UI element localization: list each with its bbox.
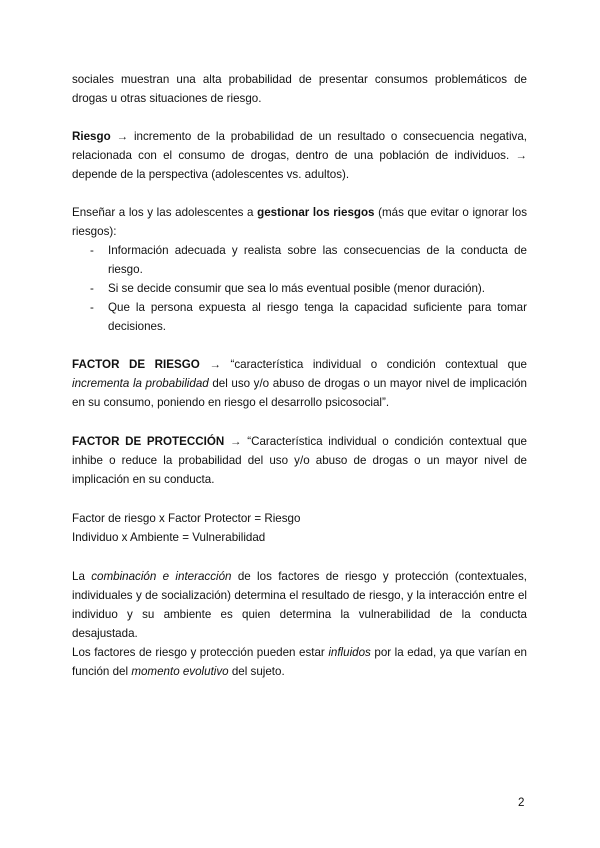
- list-item: [72, 298, 527, 336]
- paragraph-gestionar: [72, 203, 527, 241]
- dash-bullet: -: [90, 301, 94, 314]
- paragraph-factor-proteccion: [72, 432, 527, 489]
- arrow-icon: →: [224, 435, 248, 448]
- formula-riesgo: [72, 509, 527, 528]
- list-item: [72, 279, 527, 298]
- formula-riesgo-text: Factor de riesgo x Factor Protector = Riesgo: [72, 512, 301, 525]
- paragraph-riesgo-text: incremento de la probabilidad de un resultado o consecuencia negativa, relacionada con el consumo de drogas, dentro de una población de individuos. → depende de la perspectiva (adolescentes vs. adultos).: [72, 130, 527, 181]
- dash-bullet: -: [90, 282, 94, 295]
- recommendations-list: [72, 241, 527, 336]
- formula-vulnerabilidad-text: Individuo x Ambiente = Vulnerabilidad: [72, 531, 266, 544]
- term-factor-proteccion: FACTOR DE PROTECCIÓN: [72, 435, 225, 448]
- page-number: 2: [518, 796, 525, 809]
- paragraph-gestionar-pre: Enseñar a los y las adolescentes a: [72, 206, 258, 219]
- dash-bullet: -: [90, 244, 94, 257]
- paragraph-edad: [72, 643, 527, 681]
- paragraph-edad-post: del sujeto.: [228, 665, 285, 678]
- arrow-icon: →: [110, 130, 134, 143]
- paragraph-intro-text: sociales muestran una alta probabilidad de presentar consumos problemáticos de drogas u otras situaciones de riesgo.: [72, 73, 527, 105]
- list-item: [72, 241, 527, 279]
- paragraph-combinacion-pre: La: [72, 570, 92, 583]
- paragraph-factor-proteccion-text: “Característica individual o condición contextual que inhibe o reduce la probabilidad del uso y/o abuso de drogas o un mayor nivel de implicación en su conducta.: [72, 435, 528, 486]
- arrow-icon: →: [199, 358, 231, 371]
- paragraph-gestionar-post: (más que evitar o ignorar los riesgos):: [72, 206, 527, 238]
- paragraph-factor-riesgo-pre: “característica individual o condición contextual que: [230, 358, 527, 371]
- term-factor-riesgo: FACTOR DE RIESGO: [72, 358, 200, 371]
- list-item-text: Si se decide consumir que sea lo más eventual posible (menor duración).: [108, 282, 485, 295]
- paragraph-gestionar-bold: gestionar los riesgos: [257, 206, 375, 219]
- paragraph-combinacion-post: de los factores de riesgo y protección (contextuales, individuales y de socialización) determina el resultado de riesgo, y la interacción entre el individuo y su ambiente es quien determina la vulnerabilidad de la conducta desajustada.: [72, 570, 527, 640]
- formula-vulnerabilidad: [72, 528, 527, 547]
- paragraph-edad-italic-1: influidos: [328, 646, 371, 659]
- paragraph-riesgo: [72, 127, 527, 184]
- paragraph-combinacion: [72, 567, 527, 643]
- term-riesgo: Riesgo: [72, 130, 111, 143]
- paragraph-factor-riesgo: [72, 355, 527, 412]
- list-item-text: Información adecuada y realista sobre las consecuencias de la conducta de riesgo.: [108, 244, 527, 276]
- paragraph-intro: [72, 70, 527, 108]
- paragraph-edad-italic-2: momento evolutivo: [131, 665, 229, 678]
- paragraph-factor-riesgo-post: del uso y/o abuso de drogas o un mayor nivel de implicación en su consumo, poniendo en riesgo el desarrollo psicosocial”.: [72, 377, 527, 409]
- paragraph-edad-mid: por la edad, ya que varían en función del: [72, 646, 527, 678]
- paragraph-factor-riesgo-italic: incrementa la probabilidad: [72, 377, 209, 390]
- list-item-text: Que la persona expuesta al riesgo tenga la capacidad suficiente para tomar decisiones.: [108, 301, 527, 333]
- paragraph-edad-pre: Los factores de riesgo y protección pueden estar: [72, 646, 329, 659]
- paragraph-combinacion-italic: combinación e interacción: [91, 570, 232, 583]
